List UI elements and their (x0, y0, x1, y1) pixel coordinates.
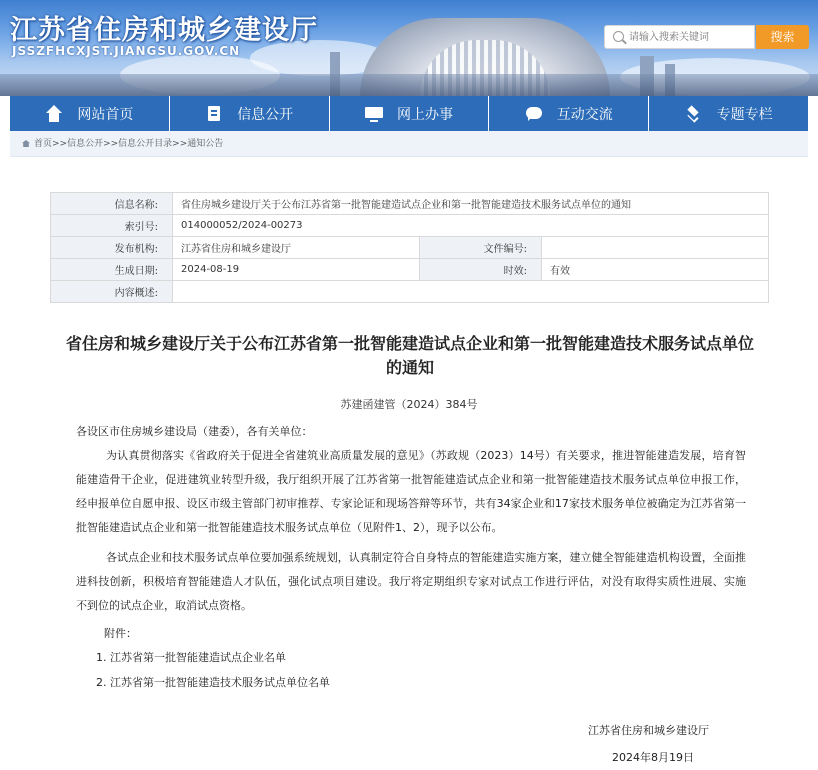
nav-item-label: 网上办事 (396, 106, 453, 123)
table-row (51, 215, 769, 237)
layers-icon (685, 105, 703, 123)
nav-item-online-services[interactable] (330, 96, 490, 131)
search-box (604, 25, 755, 49)
banner-skyline (0, 74, 818, 96)
nav-item-label: 专题专栏 (716, 106, 773, 123)
info-name-label: 信息名称: (51, 193, 173, 215)
nav-item-special-topics[interactable] (649, 96, 808, 131)
breadcrumb-text[interactable]: 首页>>信息公开>>信息公开目录>>通知公告 (34, 139, 224, 149)
nav-item-label: 网站首页 (77, 106, 134, 123)
header-banner (0, 0, 818, 96)
info-summary-value (173, 281, 769, 303)
table-row (51, 237, 769, 259)
info-summary-label: 内容概述: (51, 281, 173, 303)
attachment-link-1[interactable]: 1. 江苏省第一批智能建造试点企业名单 (96, 651, 286, 664)
breadcrumb (10, 131, 808, 157)
signature-org: 江苏省住房和城乡建设厅 (588, 724, 709, 737)
search-input[interactable] (629, 28, 751, 46)
home-icon (22, 140, 30, 147)
info-issuer-value: 江苏省住房和城乡建设厅 (173, 237, 420, 259)
document-number: 苏建函建管（2024）384号 (340, 398, 478, 411)
search-icon (613, 31, 624, 42)
home-icon (45, 105, 63, 123)
site-title[interactable]: 江苏省住房和城乡建设厅 (10, 15, 318, 46)
attachment-link-2[interactable]: 2. 江苏省第一批智能建造技术服务试点单位名单 (96, 676, 330, 689)
site-domain: JSSZFHCXJST.JIANGSU.GOV.CN (12, 44, 241, 58)
info-table (50, 192, 769, 303)
nav-item-home[interactable] (10, 96, 170, 131)
info-name-value: 省住房城乡建设厅关于公布江苏省第一批智能建造试点企业和第一批智能建造技术服务试点单位的通知 (173, 193, 769, 215)
info-docno-value (542, 237, 769, 259)
article-paragraph-2: 各试点企业和技术服务试点单位要加强系统规划，认真制定符合自身特点的智能建造实施方案，建立健全智能建造机构设置，全面推进科技创新，积极培育智能建造人才队伍，强化试点项目建设。我厅将定期组织专家对试点工作进行评估，对没有取得实质性进展、实施不到位的试点企业，取消试点资格。 (76, 551, 746, 612)
nav-item-label: 信息公开 (237, 106, 294, 123)
info-validity-value: 有效 (542, 259, 769, 281)
article-title: 省住房和城乡建设厅关于公布江苏省第一批智能建造试点企业和第一批智能建造技术服务试点单位的通知 (65, 334, 754, 377)
signature-date: 2024年8月19日 (612, 751, 694, 764)
article-paragraph-1: 为认真贯彻落实《省政府关于促进全省建筑业高质量发展的意见》（苏政规（2023）14号）有关要求，推进智能建造发展，培育智能建造骨干企业，促进建筑业转型升级，我厅组织开展了江苏省第一批智能建造试点企业和第一批智能建造技术服务试点单位申报工作，经申报单位自愿申报、设区市级主管部门初审推荐、专家论证和现场答辩等环节，共有34家企业和17家技术服务单位被确定为江苏省第一批智能建造试点企业和第一批智能建造技术服务试点单位（见附件1、2），现予以公布。 (76, 449, 746, 534)
info-date-value: 2024-08-19 (173, 259, 420, 281)
info-validity-label: 时效: (420, 259, 542, 281)
info-index-label: 索引号: (51, 215, 173, 237)
table-row (51, 259, 769, 281)
chat-icon (525, 105, 543, 123)
table-row (51, 281, 769, 303)
document-icon (205, 105, 223, 123)
monitor-icon (365, 105, 383, 123)
info-docno-label: 文件编号: (420, 237, 542, 259)
main-nav (10, 96, 808, 131)
nav-item-label: 互动交流 (556, 106, 613, 123)
nav-item-info-disclosure[interactable] (170, 96, 330, 131)
info-date-label: 生成日期: (51, 259, 173, 281)
info-issuer-label: 发布机构: (51, 237, 173, 259)
info-index-value: 014000052/2024-00273 (173, 215, 769, 237)
article-greeting: 各设区市住房城乡建设局（建委），各有关单位： (76, 425, 313, 438)
search-button[interactable]: 搜索 (756, 25, 809, 49)
attachments-label: 附件： (104, 627, 137, 640)
table-row (51, 193, 769, 215)
nav-item-interaction[interactable] (489, 96, 649, 131)
